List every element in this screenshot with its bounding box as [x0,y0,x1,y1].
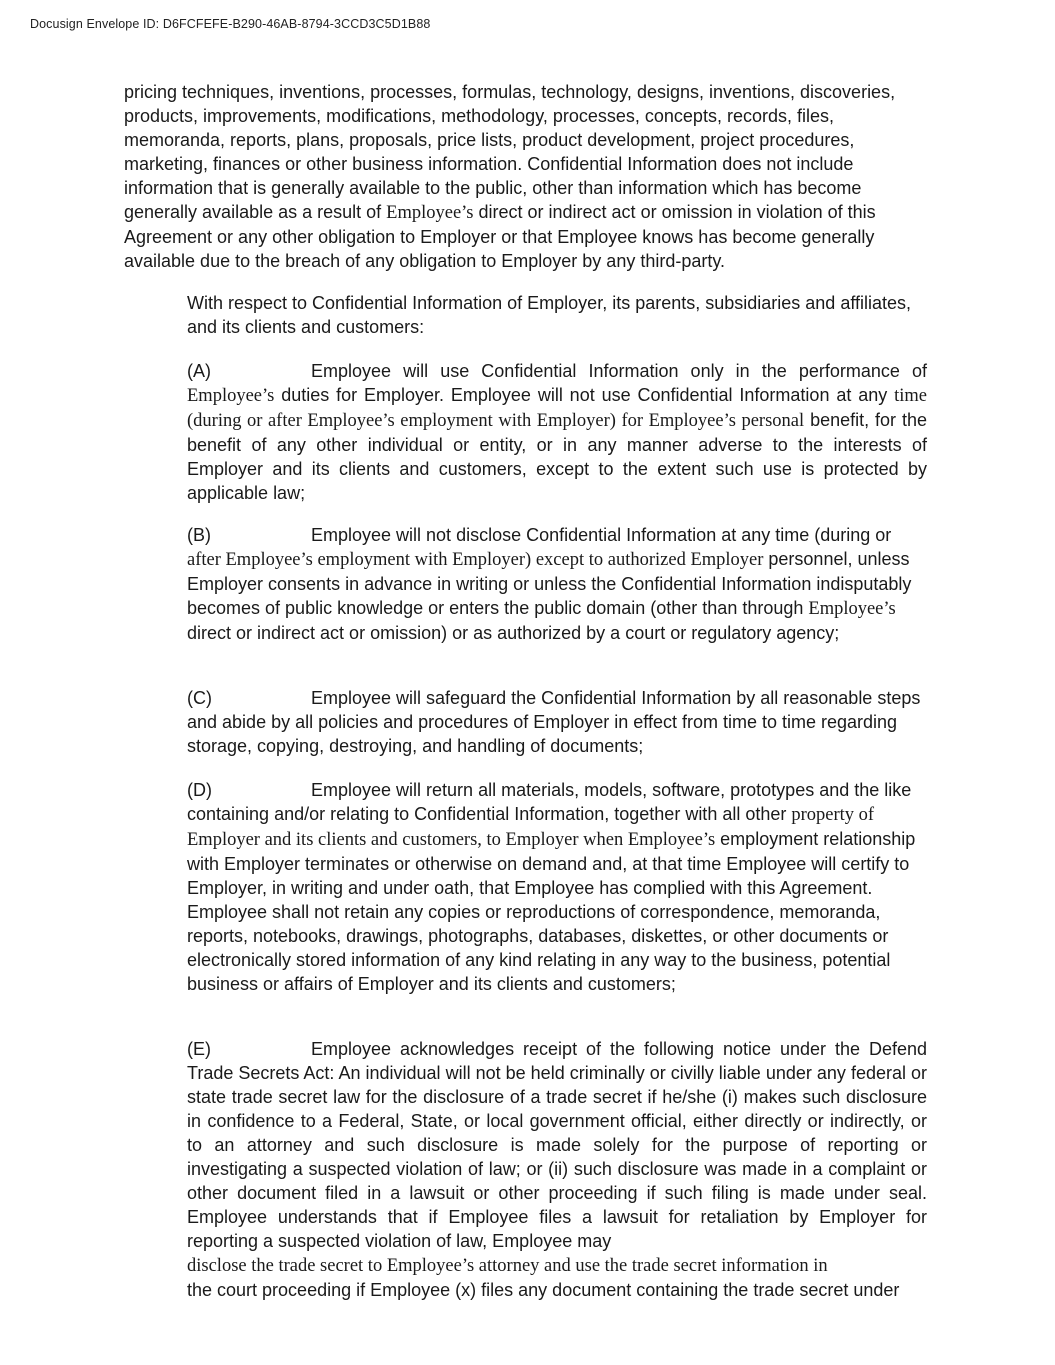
clause-e [187,1037,927,1302]
clause-a [187,359,927,505]
clause-a-text-1: Employee will use Confidential Information only in the performance of [311,361,927,381]
intro-paragraph [124,80,930,273]
clause-b-serif-2: Employee’s [808,599,896,619]
clause-d-text-1: Employee will return all materials, models, software, prototypes and the like containing and/or relating to Confidential Information, together with all other [187,780,912,824]
intro-serif-text: Employee’s [386,203,474,223]
clause-d-label: (D) [187,780,212,800]
clause-a-text-3: benefit, for the benefit of any other individual or entity, or in any manner adverse to the interests of Employer and its clients and customers, except to the extent such use is protected by applicable law; [187,410,927,503]
clause-d [187,778,927,996]
clause-b-serif-1: after Employee’s employment with Employer) except to authorized Employer [187,550,764,570]
lead-paragraph: With respect to Confidential Information of Employer, its parents, subsidiaries and affiliates, and its clients and customers: [187,293,912,337]
clause-e-label: (E) [187,1039,211,1059]
intro-text-1: pricing techniques, inventions, processes, formulas, technology, designs, inventions, discoveries, products, improvements, modifications, methodology, processes, concepts, records, files, memoranda, reports, plans, proposals, price lists, product development, project procedures, marketing, finances or other business information. Confidential Information does not include information that is generally available to the public, other than information which has become generally available as a result of [124,82,896,222]
clause-a-text-2: duties for Employer. Employee will not use Confidential Information at any [274,385,895,405]
clause-d-text-2: employment relationship with Employer terminates or otherwise on demand and, at that time Employee will certify to Employer, in writing and under oath, that Employee has complied with this Agreement. Employee shall not retain any copies or reproductions of correspondence, memoranda, reports, notebooks, drawings, photographs, databases, diskettes, or other documents or electronically stored information of any kind relating in any way to the business, potential business or affairs of Employer and its clients and customers; [187,829,916,994]
clause-c-text: Employee will safeguard the Confidential Information by all reasonable steps and abide by all policies and procedures of Employer in effect from time to time regarding storage, copying, destroying, and handling of documents; [187,688,921,756]
clause-d-serif-1: property of Employer and its clients and customers, to Employer when Employee’s [187,805,875,850]
intro-text-2: direct or indirect act or omission in violation of this Agreement or any other obligation to Employer or that Employee knows has become generally available due to the breach of any obligation to Employer by any third-party. [124,202,876,271]
clause-e-text-2: the court proceeding if Employee (x) files any document containing the trade secret under [187,1280,900,1300]
clause-c [187,686,927,758]
clause-b-text-2: personnel, unless Employer consents in advance in writing or unless the Confidential Information indisputably becomes of public knowledge or enters the public domain (other than through [187,549,912,618]
envelope-id: Docusign Envelope ID: D6FCFEFE-B290-46AB-8794-3CCD3C5D1B88 [30,17,431,31]
clause-b [187,523,927,645]
clause-e-text-1: Employee acknowledges receipt of the following notice under the Defend Trade Secrets Act: An individual will not be held criminally or civilly liable under any federal or state trade secret law for the disclosure of a trade secret if he/she (i) makes such disclosure in confidence to a Federal, State, or local government official, either directly or indirectly, or to an attorney and such disclosure is made solely for the purpose of reporting or investigating a suspected violation of law; or (ii) such disclosure was made in a complaint or other document filed in a lawsuit or other proceeding if such filing is made under seal. Employee understands that if Employee files a lawsuit for retaliation by Employer for reporting a suspected violation of law, Employee may [187,1039,927,1251]
clause-a-serif-1: Employee’s [187,386,275,406]
clause-b-text-1: Employee will not disclose Confidential Information at any time (during or [311,525,892,545]
clause-a-serif-2: time (during or after Employee’s employment with Employer) for Employee’s personal [187,386,927,431]
clause-b-label: (B) [187,525,211,545]
clause-e-serif-1: disclose the trade secret to Employee’s attorney and use the trade secret information in [187,1256,828,1276]
clause-c-label: (C) [187,688,212,708]
clause-a-label: (A) [187,361,211,381]
clause-b-text-3: direct or indirect act or omission) or as authorized by a court or regulatory agency; [187,623,840,643]
